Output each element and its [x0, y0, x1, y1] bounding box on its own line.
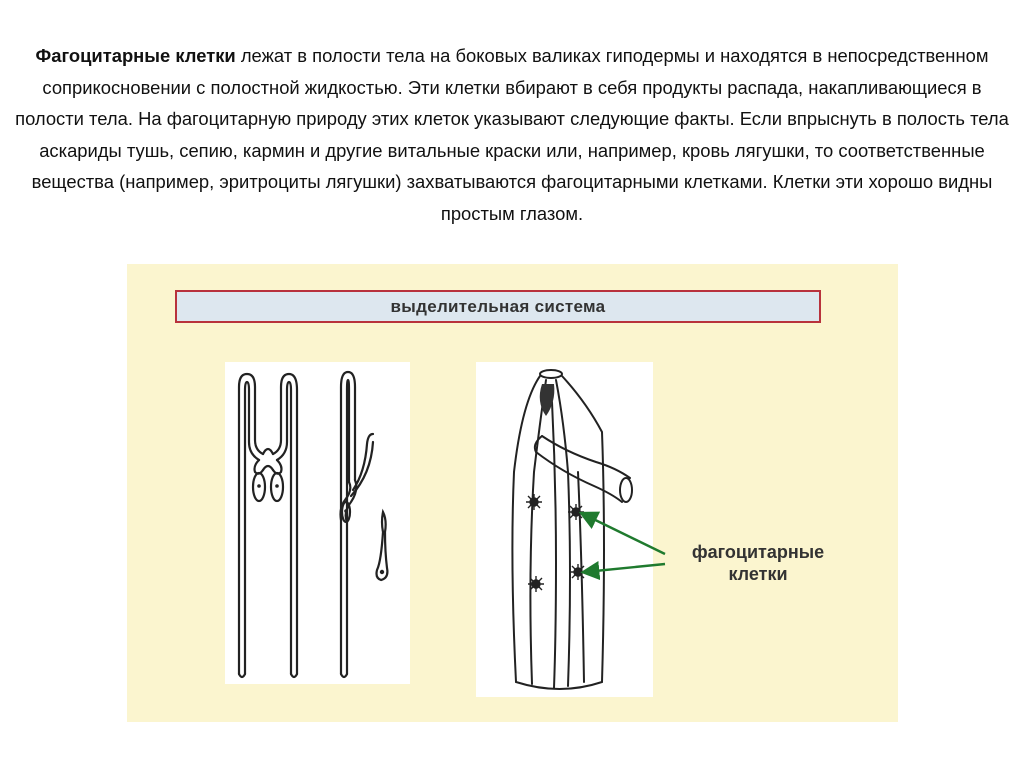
figure-title: выделительная система: [390, 297, 606, 316]
pointer-arrows: [127, 264, 898, 722]
description-paragraph: [12, 40, 1012, 230]
paragraph-bold-lead: Фагоцитарные клетки: [35, 45, 236, 66]
arrow-to-lower-cell: [585, 564, 665, 572]
arrow-to-upper-cell: [583, 514, 665, 554]
label-line-2: клетки: [728, 564, 788, 584]
figure-panel: [127, 264, 898, 722]
label-line-1: фагоцитарные: [691, 542, 825, 562]
paragraph-text: лежат в полости тела на боковых валиках гиподермы и находятся в непосредственном соприкосновении с полостной жидкостью. Эти клетки вбирают в себя продукты распада, накапливающиеся в полости тела. На фагоцитарную природу этих клеток указывают следующие факты. Если впрыснуть в полость тела аскариды тушь, сепию, кармин и другие витальные краски или, например, кровь лягушки, то соответственные вещества (например, эритроциты лягушки) захватываются фагоцитарными клетками. Клетки эти хорошо видны простым глазом.: [15, 45, 1009, 224]
phagocytic-cells-label: [663, 541, 853, 585]
